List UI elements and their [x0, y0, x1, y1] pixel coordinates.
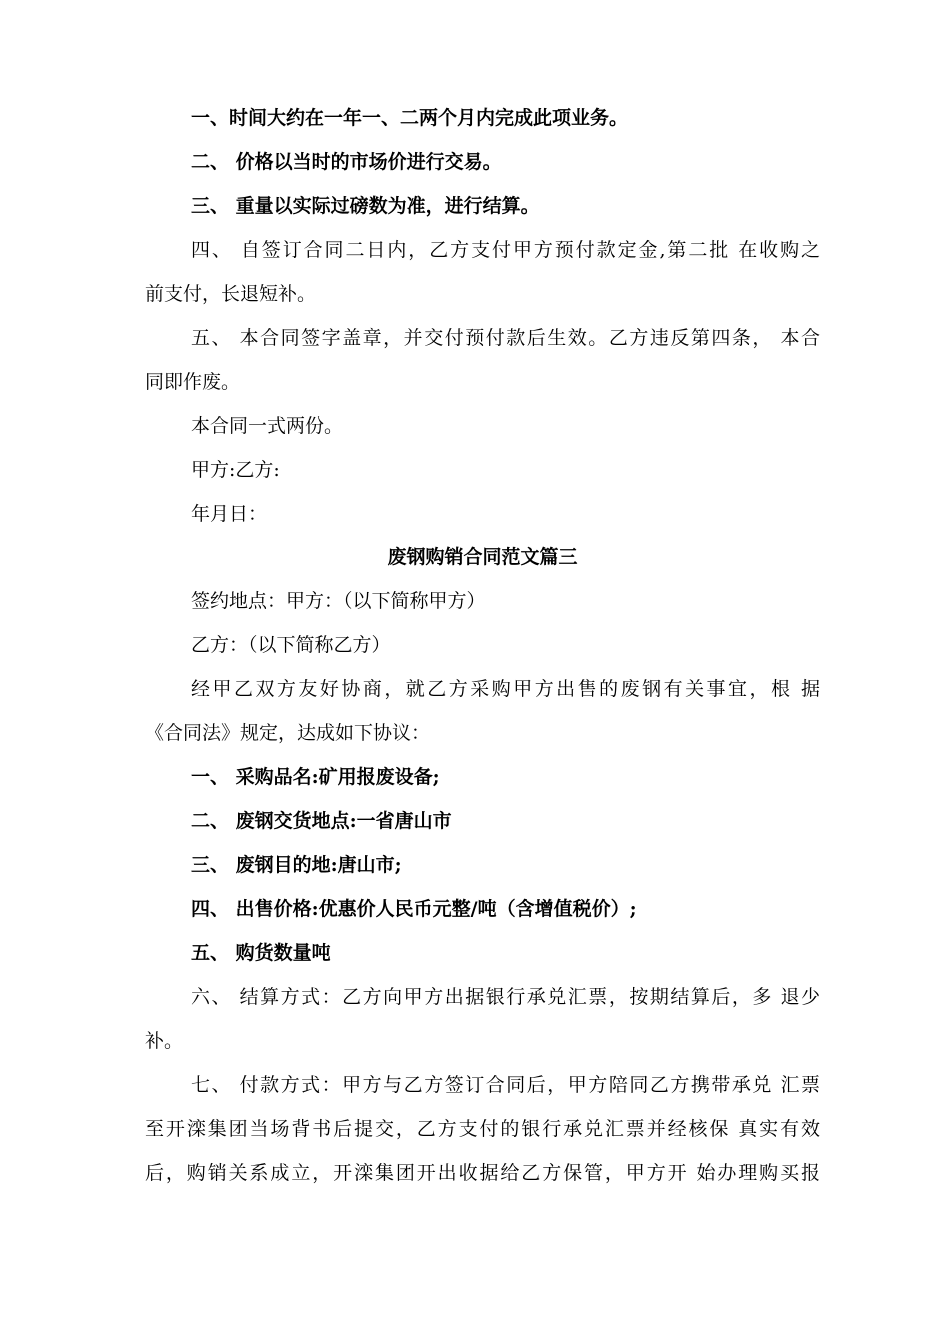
term-4-price: 四、 出售价格:优惠价人民币元整/吨（含增值税价）;: [191, 898, 637, 920]
term-5-quantity: 五、 购货数量吨: [191, 942, 331, 964]
term-7-payment-line3: 后，购销关系成立，开滦集团开出收据给乙方保管，甲方开 始办理购买报: [145, 1162, 820, 1184]
preamble-line1: 经甲乙双方友好协商，就乙方采购甲方出售的废钢有关事宜，根 据: [191, 678, 820, 700]
clause-4-payment-line2: 前支付，长退短补。: [145, 283, 317, 305]
signature-parties: 甲方:乙方:: [191, 459, 280, 481]
party-b: 乙方：（以下简称乙方）: [191, 634, 391, 656]
copies-statement: 本合同一式两份。: [191, 415, 344, 437]
clause-1-time: 一、时间大约在一年一、二两个月内完成此项业务。: [191, 107, 629, 129]
clause-5-effect-line2: 同即作废。: [145, 371, 241, 393]
term-6-settlement-line2: 补。: [145, 1030, 184, 1052]
signature-date: 年月日：: [191, 503, 268, 525]
term-7-payment-line1: 七、 付款方式：甲方与乙方签订合同后，甲方陪同乙方携带承兑 汇票: [191, 1074, 820, 1096]
clause-4-payment-line1: 四、 自签订合同二日内，乙方支付甲方预付款定金,第二批 在收购之: [191, 239, 820, 261]
term-6-settlement-line1: 六、 结算方式：乙方向甲方出据银行承兑汇票，按期结算后，多 退少: [191, 986, 820, 1008]
term-3-destination: 三、 废钢目的地:唐山市;: [191, 854, 402, 876]
signing-place: 签约地点：甲方：（以下简称甲方）: [191, 590, 486, 612]
term-1-product: 一、 采购品名:矿用报废设备;: [191, 766, 440, 788]
section-title: 废钢购销合同范文篇三: [387, 546, 578, 568]
preamble-line2: 《合同法》规定，达成如下协议：: [145, 722, 431, 744]
clause-3-weight: 三、 重量以实际过磅数为准，进行结算。: [191, 195, 540, 217]
term-7-payment-line2: 至开滦集团当场背书后提交，乙方支付的银行承兑汇票并经核保 真实有效: [145, 1118, 820, 1140]
clause-5-effect-line1: 五、 本合同签字盖章，并交付预付款后生效。乙方违反第四条， 本合: [191, 327, 820, 349]
clause-2-price: 二、 价格以当时的市场价进行交易。: [191, 151, 502, 173]
term-2-delivery-place: 二、 废钢交货地点:一省唐山市: [191, 810, 452, 832]
